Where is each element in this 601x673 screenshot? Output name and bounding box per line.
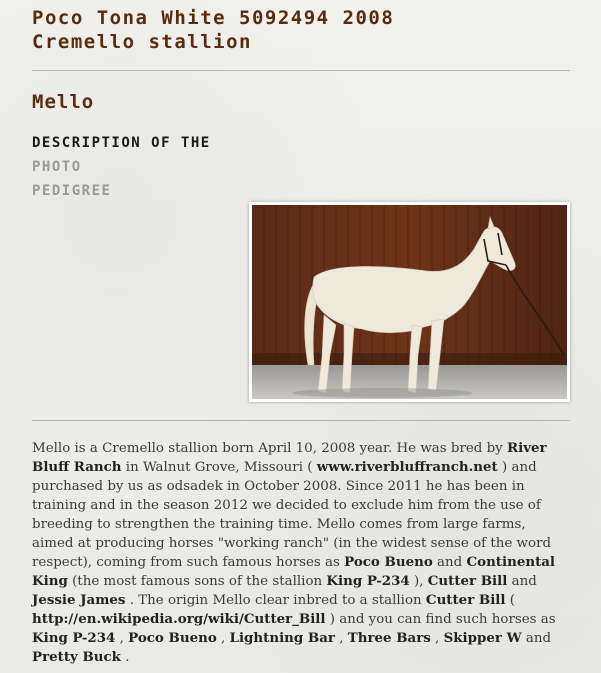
desc-text: , bbox=[216, 631, 230, 646]
horse-ref: Cutter Bill bbox=[427, 573, 508, 589]
desc-text: , bbox=[334, 631, 348, 646]
tab-description[interactable]: DESCRIPTION OF THE bbox=[32, 135, 211, 151]
section-tabs bbox=[32, 131, 570, 203]
page-title bbox=[32, 6, 570, 54]
desc-text: ( bbox=[505, 593, 515, 608]
desc-text: , bbox=[115, 631, 129, 646]
horse-ref: Skipper W bbox=[443, 630, 522, 646]
desc-text: and bbox=[432, 555, 467, 570]
horse-name: Mello bbox=[32, 91, 95, 113]
divider-bottom bbox=[32, 420, 570, 421]
desc-text: . The origin Mello clear inbred to a stallion bbox=[125, 593, 426, 608]
wiki-url-link[interactable]: http://en.wikipedia.org/wiki/Cutter_Bill bbox=[32, 611, 326, 627]
horse-ref: Lightning Bar bbox=[229, 630, 335, 646]
page-content bbox=[32, 0, 570, 665]
horse-ref: King P-234 bbox=[32, 630, 116, 646]
desc-text: ) and you can find such horses as bbox=[325, 612, 556, 627]
desc-text: and bbox=[521, 631, 552, 646]
tab-photo[interactable]: PHOTO bbox=[32, 159, 82, 175]
horse-ref: Three Bars bbox=[347, 630, 431, 646]
title-line-2: Cremello stallion bbox=[32, 31, 252, 53]
title-line-1: Poco Tona White 5092494 2008 bbox=[32, 7, 395, 29]
desc-text: , bbox=[430, 631, 444, 646]
ranch-url-link[interactable]: www.riverbluffranch.net bbox=[316, 459, 498, 475]
horse-ref: Pretty Buck bbox=[32, 649, 121, 665]
tab-pedigree[interactable]: PEDIGREE bbox=[32, 183, 112, 199]
horse-ref: King P-234 bbox=[326, 573, 410, 589]
horse-ref: Continental King bbox=[32, 554, 556, 589]
desc-text: (the most famous sons of the stallion bbox=[67, 574, 327, 589]
horse-ref: Poco Bueno bbox=[128, 630, 217, 646]
horse-ref: Poco Bueno bbox=[344, 554, 433, 570]
divider-top bbox=[32, 70, 570, 71]
horse-description bbox=[32, 439, 570, 667]
desc-text: in Walnut Grove, Missouri ( bbox=[121, 460, 317, 475]
horse-ref: Jessie James bbox=[32, 592, 126, 608]
desc-text: ) and purchased by us as odsadek in October 2008. Since 2011 he has been in training and in the season 2012 we decided to exclude him from the use of breeding to strengthen the training time. Mello comes from large farms, aimed at producing horses "working ranch" (in the widest sense of the word respect), coming from such famous horses as bbox=[32, 460, 552, 570]
horse-ref: Cutter Bill bbox=[425, 592, 506, 608]
horse-photo-image bbox=[252, 205, 567, 399]
desc-text: Mello is a Cremello stallion born April 10, 2008 year. He was bred by bbox=[32, 441, 508, 456]
desc-text: and bbox=[507, 574, 537, 589]
desc-text: ), bbox=[409, 574, 428, 589]
ranch-name: River Bluff Ranch bbox=[32, 440, 547, 475]
desc-text: . bbox=[120, 650, 130, 665]
horse-photo[interactable] bbox=[249, 202, 570, 402]
